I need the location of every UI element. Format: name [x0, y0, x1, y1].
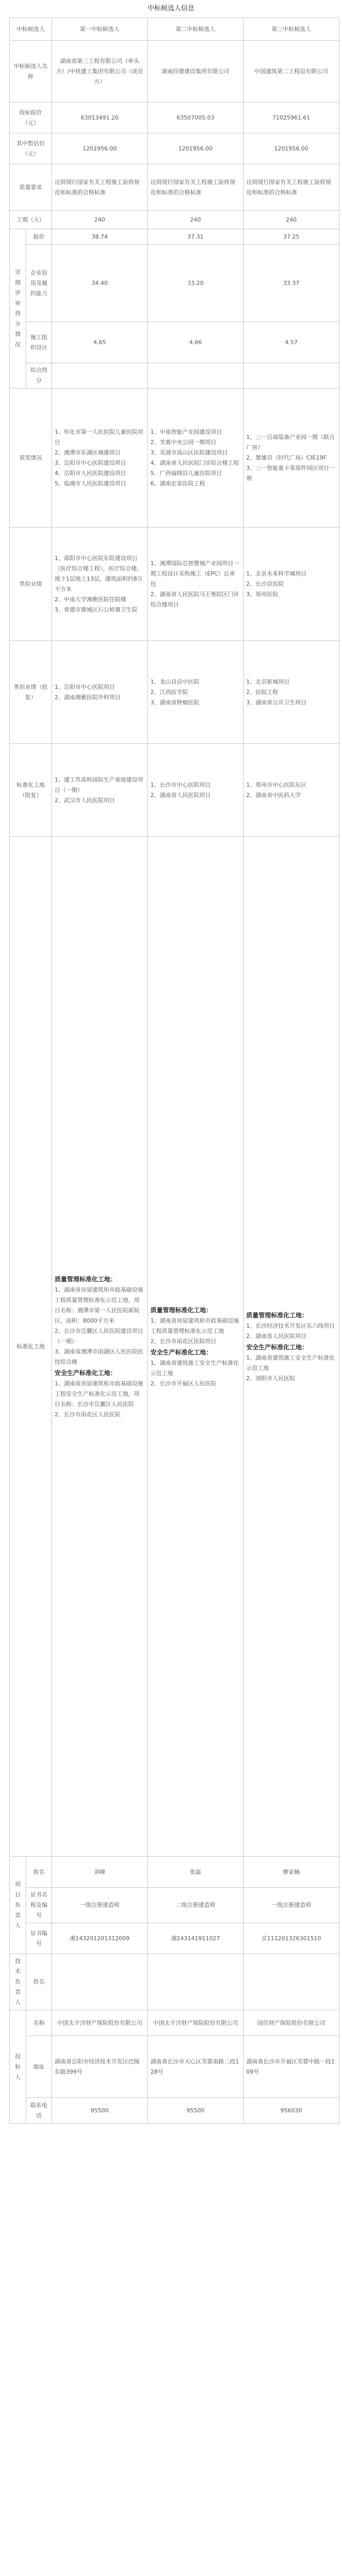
list-item: 1、北京未来科学城项目	[246, 570, 306, 577]
bidder-info-row	[10, 2010, 339, 2036]
manager-value: 一级注册建造师	[244, 1888, 339, 1923]
bidder-info-row	[10, 2036, 339, 2098]
other-price-1: 1201956.00	[52, 133, 148, 164]
list-item: 4、岳阳市人民医院建设项目	[55, 469, 126, 477]
manager-value: 湘143201201312009	[52, 1923, 148, 1954]
header-label: 中标候选人	[10, 18, 52, 41]
list-item: 2、湘潭市东湖区城建项目	[55, 449, 121, 456]
bid-price-3: 71025961.61	[244, 103, 339, 133]
other-price-3: 1201956.00	[244, 133, 339, 164]
list-item: 3、常德市鼎城区石公桥镇卫生院	[55, 606, 138, 613]
section-heading: 安全生产标准化工地：	[150, 1348, 213, 1356]
standard-site-2	[148, 744, 244, 837]
list-item: 1、龙山县县中医院	[150, 678, 199, 685]
list-item: 2、湖南省人民医院项目	[246, 1332, 306, 1340]
name-candidate-3: 中国建筑第二工程局有限公司	[244, 41, 339, 103]
list-item: 6、湖南宏泰医院工程	[150, 480, 205, 487]
list-item: 2、湖南省人民医院马王堆院区门诊综合楼项目	[150, 590, 239, 608]
bid-candidate-table	[9, 18, 339, 2124]
bidder-value: 95500	[52, 2098, 148, 2124]
duration-row	[10, 211, 339, 229]
score-label: 综合得分	[26, 363, 52, 388]
list-item: 1、长沙经济技术开发区东六线项目	[246, 1322, 335, 1329]
list-item: 1、邵阳市中心医院东院建设项目（医疗综合楼工程），医疗综合楼，地下1层地上13层，建筑面积约8万平方米	[55, 554, 143, 592]
list-item: 2、中南大学湘雅医院住院楼	[55, 596, 126, 603]
header-row	[10, 18, 339, 41]
quality-1: 达到现行国家有关工程施工验收规范和标准的合格标准	[52, 164, 148, 211]
bidder-value: 国任财产保险股份有限公司	[244, 2010, 339, 2036]
list-item: 2、医院工程	[246, 688, 278, 696]
standard-site-row	[10, 744, 339, 837]
section-heading: 质量管理标准化工地：	[150, 1306, 213, 1314]
header-candidate-2: 第二中标候选人	[148, 18, 244, 41]
awards-label: 获奖情况	[10, 388, 52, 528]
scores-label: 详细评审得分情况	[10, 229, 26, 388]
bid-price-1: 63013491.20	[52, 103, 148, 133]
score-value: 4.65	[52, 322, 148, 363]
list-item: 1、中南智能产业园建设项目	[150, 428, 222, 435]
management-row	[10, 837, 339, 1857]
similar-2	[148, 528, 244, 641]
duration-1: 240	[52, 211, 148, 229]
section-heading: 质量管理标准化工地：	[246, 1311, 309, 1319]
list-item: 1、建工苏高科国际生产基地建设项目（一期）	[55, 776, 143, 793]
list-item: 1、湖南省建筑施工安全生产标准化示范工地	[150, 1359, 239, 1377]
bid-price-2: 63507005.03	[148, 103, 244, 133]
duration-3: 240	[244, 211, 339, 229]
score-value	[52, 363, 148, 388]
duration-label: 工期（天）	[10, 211, 52, 229]
score-value	[244, 363, 339, 388]
list-item: 3、湖南省湘潭市雨湖区人民医院医技综合楼	[55, 1348, 143, 1365]
score-value: 37.31	[148, 229, 244, 245]
name-candidate-2: 湖南四建建设集团有限公司	[148, 41, 244, 103]
approval-label: 类似业绩（批复）	[10, 641, 52, 744]
list-item: 2、芙蓉中央公园一期项目	[150, 438, 216, 446]
list-item: 4、湖南省人民医院门诊综合楼工程	[150, 459, 239, 466]
list-item: 1、长沙市中心医院项目	[150, 781, 211, 788]
list-item: 1、怀化市第一人民医院儿童医院项目	[55, 428, 143, 446]
quality-label: 质量要求	[10, 164, 52, 211]
bidder-info-label: 投标人	[10, 2010, 26, 2124]
manager-label: 项目负责人	[10, 1857, 26, 1954]
approval-3	[244, 641, 339, 744]
awards-2	[148, 388, 244, 528]
manager-field-label: 证书编号	[26, 1923, 52, 1954]
score-row	[10, 229, 339, 245]
bidder-field-label: 联系电话	[26, 2098, 52, 2124]
list-item: 1、郑州市中心医院东区	[246, 781, 306, 788]
list-item: 2、湖南省中医药大学	[246, 791, 301, 799]
quality-3: 达到现行国家有关工程施工验收规范和标准的合格标准	[244, 164, 339, 211]
list-item: 2、楚雄县（时代广场）C栋19F	[246, 454, 327, 461]
list-item: 1、湖南省建筑施工安全生产标准化示范工地	[246, 1354, 335, 1371]
score-value: 33.37	[244, 245, 339, 322]
name-row	[10, 41, 339, 103]
section-heading: 质量管理标准化工地：	[55, 1275, 117, 1283]
list-item: 2、长沙市雨花区人民医院	[55, 1411, 121, 1418]
list-item: 3、郑州医院	[246, 590, 278, 598]
bid-price-row	[10, 103, 339, 133]
bidder-value: 中国太平洋财产保险股份有限公司	[148, 2010, 244, 2036]
bidder-info-row	[10, 2098, 339, 2124]
score-value: 33.20	[148, 245, 244, 322]
score-row	[10, 363, 339, 388]
awards-3	[244, 388, 339, 528]
list-item: 2、长沙市雨花区医院项目	[150, 1337, 216, 1345]
manager-value: 张磊	[148, 1857, 244, 1888]
quality-row	[10, 164, 339, 211]
bidder-field-label: 名称	[26, 2010, 52, 2036]
score-row	[10, 245, 339, 322]
header-candidate-1: 第一中标候选人	[52, 18, 148, 41]
bidder-value: 中国太平洋财产保险股份有限公司	[52, 2010, 148, 2036]
list-item: 2、湖南湘雅医院外科项目	[55, 693, 121, 701]
list-item: 2、长沙县医院	[246, 580, 284, 587]
list-item: 2、湖南省人民医院项目	[150, 791, 211, 799]
similar-row	[10, 528, 339, 641]
manager-value: 刘峰	[52, 1857, 148, 1888]
manager-value: 一级注册建造师	[52, 1888, 148, 1923]
score-label: 企业信用及履约能力	[26, 245, 52, 322]
standard-site-1	[52, 744, 148, 837]
tech-value	[52, 1954, 148, 2010]
quality-2: 达到现行国家有关工程施工验收规范和标准的合格标准	[148, 164, 244, 211]
awards-row	[10, 388, 339, 528]
manager-value: 二级注册建造师	[148, 1888, 244, 1923]
management-2	[148, 837, 244, 1857]
standard-site-label: 标准化工地（批复）	[10, 744, 52, 837]
manager-value: 湘243141911027	[148, 1923, 244, 1954]
bidder-value: 95500	[148, 2098, 244, 2124]
section-heading: 安全生产标准化工地：	[55, 1369, 117, 1377]
manager-value: 京111201326301510	[244, 1923, 339, 1954]
score-value: 34.40	[52, 245, 148, 322]
management-label: 标准化工地	[10, 837, 52, 1857]
list-item: 2、武汉市人民医院项目	[55, 796, 115, 804]
bidder-value: 956030	[244, 2098, 339, 2124]
list-item: 3、湖南省公共卫生项目	[246, 699, 306, 706]
name-label: 中标候选人名称	[10, 41, 52, 103]
section-heading: 安全生产标准化工地：	[246, 1343, 309, 1351]
standard-site-3	[244, 744, 339, 837]
manager-row	[10, 1923, 339, 1954]
list-item: 2、江西医学院	[150, 688, 188, 696]
score-label: 施工组织设计	[26, 322, 52, 363]
list-item: 5、广西福绵县儿童医院项目	[150, 469, 222, 477]
score-value: 4.57	[244, 322, 339, 363]
list-item: 3、湖南省肿瘤医院	[150, 699, 199, 706]
score-value	[148, 363, 244, 388]
page-title: 中标候选人信息	[147, 5, 195, 12]
tech-label: 技术负责人	[10, 1954, 26, 2010]
manager-row	[10, 1888, 339, 1923]
manager-field-label: 证书名称及编号	[26, 1888, 52, 1923]
header-candidate-3: 第三中标候选人	[244, 18, 339, 41]
list-item: 1、湘潭国际芯智慧城产业园项目一期工程设计采购施工（EPC）总承包	[150, 560, 239, 587]
list-item: 1、湖南省房屋建筑和市政基础设施工程质量管理标准化示范工地，项目名称：湘潭市第一人民医院新院区，面积：8000平方米	[55, 1286, 143, 1324]
similar-label: 类似业绩	[10, 528, 52, 641]
name-candidate-1: 湖南省第三工程有限公司（牵头方）/中铁建工集团有限公司（成员方）	[52, 41, 148, 103]
tech-field-label: 姓名	[26, 1954, 52, 2010]
list-item: 1、湖南省房屋建筑和市政基础设施工程安全生产标准化示范工地，项目名称：长沙市岳麓区人民医院	[55, 1380, 143, 1408]
list-item: 3、岳阳市中心医院建设项目	[55, 459, 126, 466]
bidder-value: 湖南省长沙市开福区芙蓉中路一段109号	[244, 2036, 339, 2098]
list-item: 1、岳阳市中心医院项目	[55, 683, 115, 690]
tech-row	[10, 1954, 339, 2010]
list-item: 2、长沙市开福区人民医院	[150, 1380, 216, 1387]
approval-row	[10, 641, 339, 744]
list-item: 5、临湘市人民医院建设项目	[55, 480, 126, 487]
similar-1	[52, 528, 148, 641]
similar-3	[244, 528, 339, 641]
duration-2: 240	[148, 211, 244, 229]
list-item: 2、长沙市岳麓区人民医院建设项目（一期）	[55, 1327, 143, 1345]
other-price-2: 1201956.00	[148, 133, 244, 164]
list-item: 2、浏阳市人民医院	[246, 1375, 295, 1382]
tech-value	[244, 1954, 339, 2010]
awards-1	[52, 388, 148, 528]
list-item: 1、湖南省房屋建筑和市政基础设施工程质量管理标准化示范工地	[150, 1317, 239, 1334]
other-price-row	[10, 133, 339, 164]
other-price-label: 其中暂估价（元）	[10, 133, 52, 164]
tech-value	[148, 1954, 244, 2010]
management-1	[52, 837, 148, 1857]
manager-value: 廖家楠	[244, 1857, 339, 1888]
score-value: 4.66	[148, 322, 244, 363]
manager-row	[10, 1857, 339, 1888]
list-item: 1、三一百端装备产业园一期（联合厂房）	[246, 433, 335, 451]
score-value: 37.25	[244, 229, 339, 245]
approval-1	[52, 641, 148, 744]
bidder-value: 湖南省长沙市天心区芙蓉南路二段128号	[148, 2036, 244, 2098]
approval-2	[148, 641, 244, 744]
score-row	[10, 322, 339, 363]
management-3	[244, 837, 339, 1857]
list-item: 3、三一智能重卡零部件园区项目一期	[246, 464, 335, 482]
score-label: 报价	[26, 229, 52, 245]
list-item: 1、北京新城项目	[246, 678, 289, 685]
bid-price-label: 投标报价（元）	[10, 103, 52, 133]
bidder-value: 湖南省岳阳市经济技术开发区巴陵东路399号	[52, 2036, 148, 2098]
manager-field-label: 姓名	[26, 1857, 52, 1888]
list-item: 3、芜湖市高山区医院建设项目	[150, 449, 228, 456]
score-value: 38.74	[52, 229, 148, 245]
bidder-field-label: 地址	[26, 2036, 52, 2098]
